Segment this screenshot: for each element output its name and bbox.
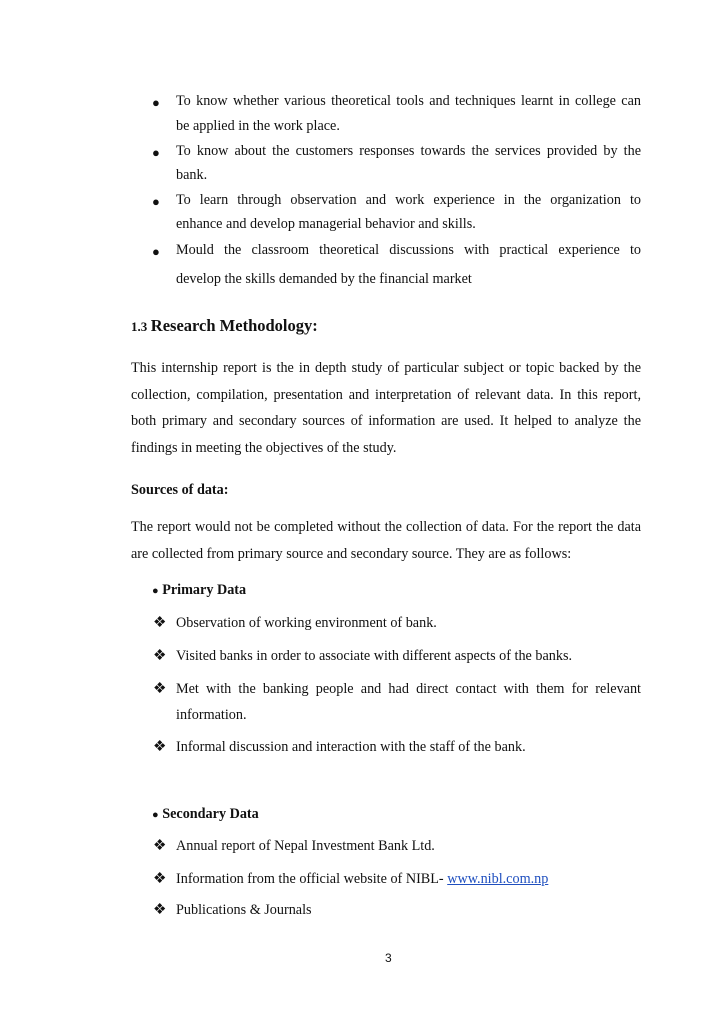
- bullet-icon: ●: [152, 585, 159, 597]
- bullet-icon: ●: [152, 194, 160, 209]
- section-title: Research Methodology:: [150, 316, 318, 335]
- primary-data-item: Visited banks in order to associate with different aspects of the banks.: [176, 648, 573, 664]
- page-number: 3: [385, 951, 392, 965]
- diamond-bullet-icon: ❖: [153, 615, 167, 631]
- diamond-bullet-icon: ❖: [153, 838, 167, 854]
- objective-item-line: To know about the customers responses towards the services provided by the: [176, 143, 641, 159]
- diamond-bullet-icon: ❖: [153, 648, 167, 664]
- bullet-icon: ●: [152, 95, 160, 110]
- bullet-icon: ●: [152, 809, 159, 821]
- website-prefix: Information from the official website of NIBL-: [176, 871, 448, 887]
- section-heading: [131, 316, 318, 336]
- diamond-bullet-icon: ❖: [153, 902, 167, 918]
- bullet-icon: ●: [152, 145, 160, 160]
- primary-data-item: Observation of working environment of bank.: [176, 615, 437, 631]
- primary-data-item: Informal discussion and interaction with the staff of the bank.: [176, 739, 526, 755]
- bullet-icon: ●: [152, 244, 160, 259]
- primary-data-title: ● Primary Data: [152, 582, 247, 598]
- sources-paragraph: The report would not be completed without the collection of data. For the report the data are collected from primary source and secondary source. They are as follows:: [131, 519, 641, 562]
- diamond-bullet-icon: ❖: [153, 681, 167, 697]
- objective-item-line: bank.: [176, 167, 208, 183]
- diamond-bullet-icon: ❖: [153, 871, 167, 887]
- section-number: 1.3: [131, 319, 148, 334]
- secondary-data-item: Annual report of Nepal Investment Bank Ltd.: [176, 838, 435, 854]
- secondary-data-item: [176, 867, 641, 893]
- nibl-website-link[interactable]: www.nibl.com.np: [447, 871, 549, 887]
- diamond-bullet-icon: ❖: [153, 739, 167, 755]
- objective-item-line: enhance and develop managerial behavior and skills.: [176, 216, 476, 232]
- primary-data-item-line: Met with the banking people and had direct contact with them for relevant: [176, 681, 641, 697]
- objective-item-line: To know whether various theoretical tools and techniques learnt in college can: [176, 93, 641, 109]
- objective-item-line: be applied in the work place.: [176, 118, 340, 134]
- sources-heading: Sources of data:: [131, 482, 229, 498]
- methodology-paragraph: This internship report is the in depth study of particular subject or topic backed by the collection, compilation, presentation and interpretation of relevant data. In this report, both primary and secondary sources of information are used. It helped to analyze the findings in meeting the objectives of the study.: [131, 360, 641, 456]
- secondary-data-title: ● Secondary Data: [152, 806, 259, 822]
- objective-item-line: develop the skills demanded by the financial market: [176, 271, 472, 287]
- primary-data-item-line: information.: [176, 707, 247, 723]
- objective-item-line: To learn through observation and work experience in the organization to: [176, 192, 641, 208]
- objective-item-line: Mould the classroom theoretical discussions with practical experience to: [176, 242, 641, 258]
- secondary-data-item: Publications & Journals: [176, 902, 312, 918]
